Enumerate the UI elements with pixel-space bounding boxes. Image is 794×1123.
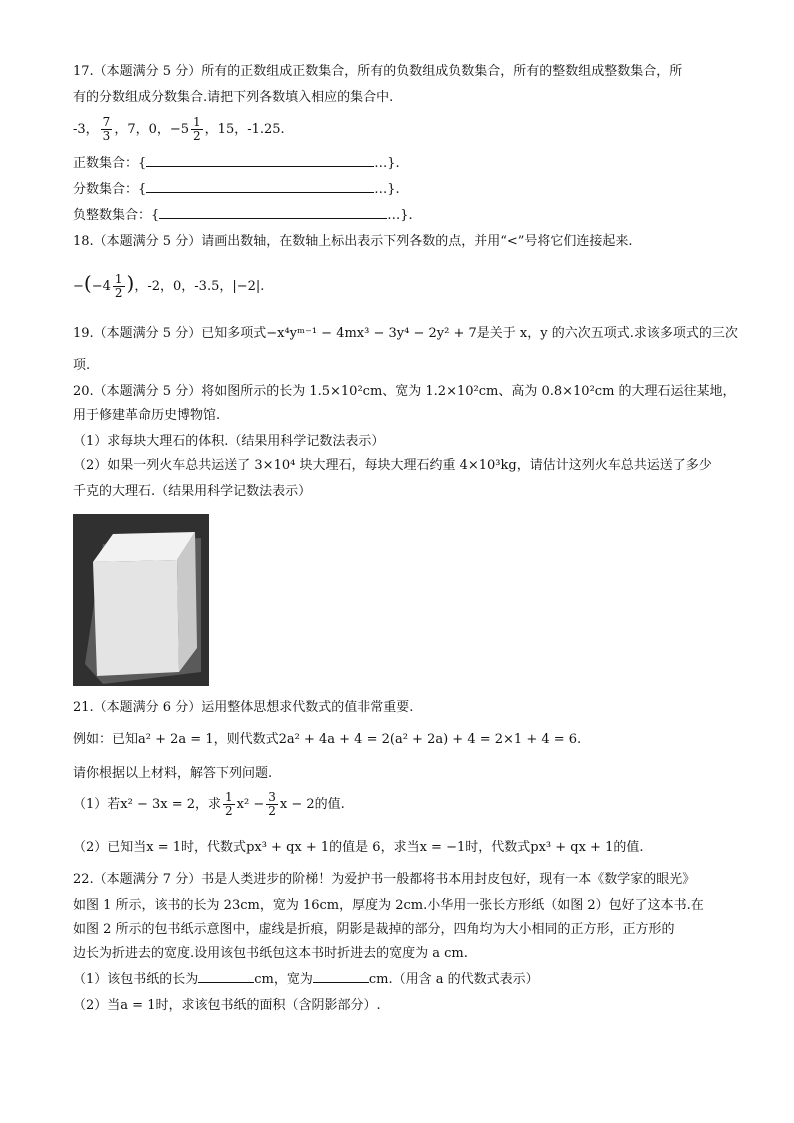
q22-text-line1: 22.（本题满分 7 分）书是人类进步的阶梯！为爱护书一般都将书本用封皮包好，现有一本《数学家的眼光》 bbox=[73, 872, 696, 887]
q17-set-negative-integer: 负整数集合：{ …}. bbox=[73, 208, 413, 223]
answer-blank-length[interactable] bbox=[198, 970, 254, 983]
q20-text-line1: 20.（本题满分 5 分）将如图所示的长为 1.5×10²cm、宽为 1.2×10²cm、高为 0.8×10²cm 的大理石运往某地， bbox=[73, 384, 736, 399]
q17-mixed-fraction: $\frac{1}{2}$ bbox=[193, 115, 201, 143]
answer-blank[interactable] bbox=[159, 206, 387, 219]
answer-blank[interactable] bbox=[146, 180, 374, 193]
q22-text-line2: 如图 1 所示，该书的长为 23cm，宽为 16cm，厚度为 2cm.小华用一张长方形纸（如图 2）包好了这本书.在 bbox=[73, 898, 704, 913]
q17-nums-a: -3， bbox=[73, 122, 99, 137]
q17-nums-c: ，15，-1.25. bbox=[204, 122, 285, 137]
q19-polynomial: −x⁴yᵐ⁻¹ − 4mx³ − 3y⁴ − 2y² + 7 bbox=[266, 326, 477, 341]
q17-set-positive: 正数集合：{ …}. bbox=[73, 156, 400, 171]
q20-part2-line1: （2）如果一列火车总共运送了 3×10⁴ 块大理石，每块大理石约重 4×10³kg，请估计这列火车总共运送了多少 bbox=[73, 458, 712, 473]
q18-fraction: $\frac{1}{2}$ bbox=[114, 272, 123, 300]
q19-text-line1: 19.（本题满分 5 分）已知多项式−x⁴yᵐ⁻¹ − 4mx³ − 3y⁴ − 2y² + 7是关于 x，y 的六次五项式.求该多项式的三次 bbox=[73, 326, 738, 341]
q21-text-line1: 21.（本题满分 6 分）运用整体思想求代数式的值非常重要. bbox=[73, 700, 414, 715]
q21-part2: （2）已知当x = 1时，代数式px³ + qx + 1的值是 6，求当x = −1时，代数式px³ + qx + 1的值. bbox=[73, 840, 644, 855]
q18-text-line1: 18.（本题满分 5 分）请画出数轴，在数轴上标出表示下列各数的点，并用“<”号将它们连接起来. bbox=[73, 234, 633, 249]
q20-part2-line2: 千克的大理石.（结果用科学记数法表示） bbox=[73, 484, 312, 499]
q21-example: 例如：已知a² + 2a = 1，则代数式2a² + 4a + 4 = 2(a² + 2a) + 4 = 2×1 + 4 = 6. bbox=[73, 732, 582, 747]
answer-blank[interactable] bbox=[146, 154, 374, 167]
q22-text-line4: 边长为折进去的宽度.设用该包书纸包这本书时折进去的宽度为 a cm. bbox=[73, 946, 468, 961]
q20-text-line2: 用于修建革命历史博物馆. bbox=[73, 408, 221, 423]
q17-fraction: $\frac{7}{3}$ bbox=[102, 115, 111, 143]
q17-text-line2: 有的分数组成分数集合.请把下列各数填入相应的集合中. bbox=[73, 90, 394, 105]
q21-fraction-half: $\frac{1}{2}$ bbox=[225, 790, 233, 818]
q17-text-line1: 17.（本题满分 5 分）所有的正数组成正数集合，所有的负数组成负数集合，所有的整数组成整数集合，所 bbox=[73, 64, 683, 79]
q22-part1: （1）该包书纸的长为 cm，宽为 cm.（用含 a 的代数式表示） bbox=[73, 972, 539, 987]
q17-number-list bbox=[73, 116, 285, 143]
q17-nums-b: ，7，0，−5 bbox=[114, 122, 190, 137]
q21-part1: （1）若x² − 3x = 2，求 $\frac{1}{2}$ x² − $\frac{3}{2}$ x − 2的值. bbox=[73, 790, 345, 818]
q22-text-line3: 如图 2 所示的包书纸示意图中，虚线是折痕，阴影是裁掉的部分，四角均为大小相同的正方形，正方形的 bbox=[73, 922, 675, 937]
q18-number-list: −(−4 $\frac{1}{2}$ )，-2，0，-3.5，|−2|. bbox=[73, 271, 265, 300]
q17-set-fraction: 分数集合：{ …}. bbox=[73, 182, 400, 197]
q21-text-line3: 请你根据以上材料，解答下列问题. bbox=[73, 766, 273, 781]
answer-blank-width[interactable] bbox=[313, 970, 369, 983]
marble-block-photo bbox=[73, 514, 209, 686]
q22-part2: （2）当a = 1时，求该包书纸的面积（含阴影部分）. bbox=[73, 998, 381, 1013]
q19-text-line2: 项. bbox=[73, 358, 91, 373]
q20-part1: （1）求每块大理石的体积.（结果用科学记数法表示） bbox=[73, 434, 385, 449]
q21-fraction-three-halves: $\frac{3}{2}$ bbox=[268, 790, 276, 818]
